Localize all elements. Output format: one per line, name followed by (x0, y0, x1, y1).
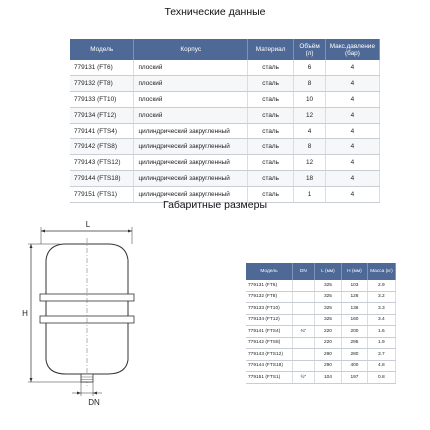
dims-row-model-cell: 779131 (FT6) (246, 280, 292, 291)
header-pressure: Макс.давление (бар) (325, 39, 379, 60)
table-row-pressure-cell: 4 (325, 155, 379, 171)
table-row-material-cell: сталь (247, 60, 293, 75)
l-arrow-right (128, 230, 132, 233)
dims-row (246, 360, 396, 372)
table-row (70, 123, 380, 139)
table-row-model-cell: 779141 (FTS4) (70, 123, 134, 139)
table-row-material-cell: сталь (247, 123, 293, 139)
table-row (70, 155, 380, 171)
dims-row-l-cell: 104 (314, 372, 341, 384)
table-row-model-cell: 779144 (FTS18) (70, 171, 134, 187)
dims-row-mass-cell: 3.7 (367, 349, 395, 361)
dims-row-model-cell: 779143 (FTS12) (246, 349, 292, 361)
h-label: H (22, 309, 28, 318)
dims-header-row (246, 263, 396, 280)
dims-row-mass-cell: 3.3 (367, 303, 395, 315)
table-row-material-cell: сталь (247, 75, 293, 91)
header-body: Корпус (134, 39, 248, 60)
dims-row-dn-cell (292, 291, 314, 303)
dims-row-h-cell: 400 (342, 360, 368, 372)
table-row-pressure-cell: 4 (325, 91, 379, 107)
dims-row-model-cell: 779134 (FT12) (246, 314, 292, 326)
table-row (70, 75, 380, 91)
dims-row-dn-cell (292, 337, 314, 349)
dims-row (246, 314, 396, 326)
table-row (70, 91, 380, 107)
table-row-material-cell: сталь (247, 107, 293, 123)
header-model: Модель (70, 39, 134, 60)
dims-row-dn-cell: ½" (292, 372, 314, 384)
dims-row-h-cell: 136 (342, 303, 368, 315)
dims-row-h-cell: 280 (342, 349, 368, 361)
table-row-model-cell: 779142 (FTS8) (70, 139, 134, 155)
table-row-pressure-cell: 4 (325, 107, 379, 123)
dims-row (246, 280, 396, 291)
dims-row (246, 337, 396, 349)
table-row-volume-cell: 10 (294, 91, 326, 107)
dims-row-h-cell: 197 (342, 372, 368, 384)
dims-row-mass-cell: 2.9 (367, 280, 395, 291)
header-volume: Объём (л) (294, 39, 326, 60)
dims-row-model-cell: 779133 (FT10) (246, 303, 292, 315)
table-row-body-cell: плоский (134, 107, 248, 123)
dims-row-model-cell: 779144 (FTS18) (246, 360, 292, 372)
table-row-body-cell: цилиндрический закругленный (134, 187, 248, 203)
header-material: Материал (247, 39, 293, 60)
table-row-body-cell: плоский (134, 60, 248, 75)
l-label: L (85, 220, 91, 229)
l-arrow-left (41, 230, 45, 233)
dims-row-h-cell: 295 (342, 337, 368, 349)
dims-row-mass-cell: 1.6 (367, 326, 395, 338)
dims-row-dn-cell (292, 349, 314, 361)
table-row-volume-cell: 8 (294, 139, 326, 155)
dims-row-mass-cell: 1.9 (367, 337, 395, 349)
table-row-body-cell: цилиндрический закругленный (134, 123, 248, 139)
tech-data-title: Технические данные (164, 6, 266, 18)
table-row-volume-cell: 6 (294, 60, 326, 75)
dims-row-dn-cell (292, 360, 314, 372)
tank-diagram (20, 214, 140, 414)
h-arrow-bottom (30, 378, 33, 382)
dims-row-dn-cell (292, 303, 314, 315)
dimensions-title: Габаритные размеры (163, 199, 267, 211)
table-row-body-cell: цилиндрический закругленный (134, 171, 248, 187)
table-row (70, 139, 380, 155)
dims-header-dn: DN (292, 263, 314, 280)
dims-row-l-cell: 325 (314, 291, 341, 303)
table-row-material-cell: сталь (247, 155, 293, 171)
dims-row-h-cell: 128 (342, 291, 368, 303)
table-row-material-cell: сталь (247, 187, 293, 203)
dims-row-dn-cell: ¾" (292, 326, 314, 338)
table-row-volume-cell: 12 (294, 107, 326, 123)
table-row-model-cell: 779131 (FT6) (70, 60, 134, 75)
tech-data-table (70, 39, 380, 203)
dims-header-h: H (мм) (342, 263, 368, 280)
dims-row-l-cell: 220 (314, 326, 341, 338)
table-row-body-cell: цилиндрический закругленный (134, 139, 248, 155)
dims-row (246, 303, 396, 315)
dims-header-mass: Масса (кг) (367, 263, 395, 280)
dn-arrow-left (77, 392, 81, 395)
dims-row-mass-cell: 3.2 (367, 291, 395, 303)
dims-header-l: L (мм) (314, 263, 341, 280)
table-row-material-cell: сталь (247, 91, 293, 107)
table-row-volume-cell: 8 (294, 75, 326, 91)
dims-row-l-cell: 290 (314, 360, 341, 372)
dims-row-h-cell: 200 (342, 326, 368, 338)
dims-row-mass-cell: 0.8 (367, 372, 395, 384)
table-header-row (70, 39, 380, 60)
table-row-volume-cell: 4 (294, 123, 326, 139)
table-row (70, 107, 380, 123)
dims-row-h-cell: 160 (342, 314, 368, 326)
table-row-model-cell: 779151 (FTS1) (70, 187, 134, 203)
dn-arrow-right (93, 392, 97, 395)
table-row-body-cell: плоский (134, 91, 248, 107)
dims-row-l-cell: 325 (314, 280, 341, 291)
dims-row-l-cell: 290 (314, 349, 341, 361)
table-row-pressure-cell: 4 (325, 60, 379, 75)
dims-row-model-cell: 779141 (FTS4) (246, 326, 292, 338)
table-row (70, 171, 380, 187)
dims-row-l-cell: 220 (314, 337, 341, 349)
table-row-pressure-cell: 4 (325, 123, 379, 139)
tank-connector (81, 374, 93, 382)
table-row-volume-cell: 18 (294, 171, 326, 187)
dims-row-l-cell: 325 (314, 314, 341, 326)
table-row-body-cell: цилиндрический закругленный (134, 155, 248, 171)
table-row (70, 60, 380, 75)
table-row-volume-cell: 1 (294, 187, 326, 203)
h-arrow-top (30, 244, 33, 248)
table-row-material-cell: сталь (247, 171, 293, 187)
dims-row-mass-cell: 3.4 (367, 314, 395, 326)
dimensions-table (246, 263, 396, 384)
table-row-body-cell: плоский (134, 75, 248, 91)
dims-row-h-cell: 103 (342, 280, 368, 291)
dims-row (246, 372, 396, 384)
table-row-model-cell: 779143 (FTS12) (70, 155, 134, 171)
dims-row-model-cell: 779132 (FT8) (246, 291, 292, 303)
table-row-pressure-cell: 4 (325, 187, 379, 203)
table-row-pressure-cell: 4 (325, 171, 379, 187)
dims-row (246, 291, 396, 303)
dims-row-l-cell: 325 (314, 303, 341, 315)
table-row-model-cell: 779134 (FT12) (70, 107, 134, 123)
dims-row (246, 326, 396, 338)
table-row-model-cell: 779133 (FT10) (70, 91, 134, 107)
dims-row-dn-cell (292, 314, 314, 326)
dims-row (246, 349, 396, 361)
dims-row-mass-cell: 4.8 (367, 360, 395, 372)
dims-row-dn-cell (292, 280, 314, 291)
table-row-pressure-cell: 4 (325, 139, 379, 155)
dims-row-model-cell: 779142 (FTS8) (246, 337, 292, 349)
table-row-material-cell: сталь (247, 139, 293, 155)
dn-label: DN (88, 398, 100, 407)
table-row-volume-cell: 12 (294, 155, 326, 171)
table-row-model-cell: 779132 (FT8) (70, 75, 134, 91)
dims-header-model: Модель (246, 263, 292, 280)
table-row-pressure-cell: 4 (325, 75, 379, 91)
dims-row-model-cell: 779151 (FTS1) (246, 372, 292, 384)
